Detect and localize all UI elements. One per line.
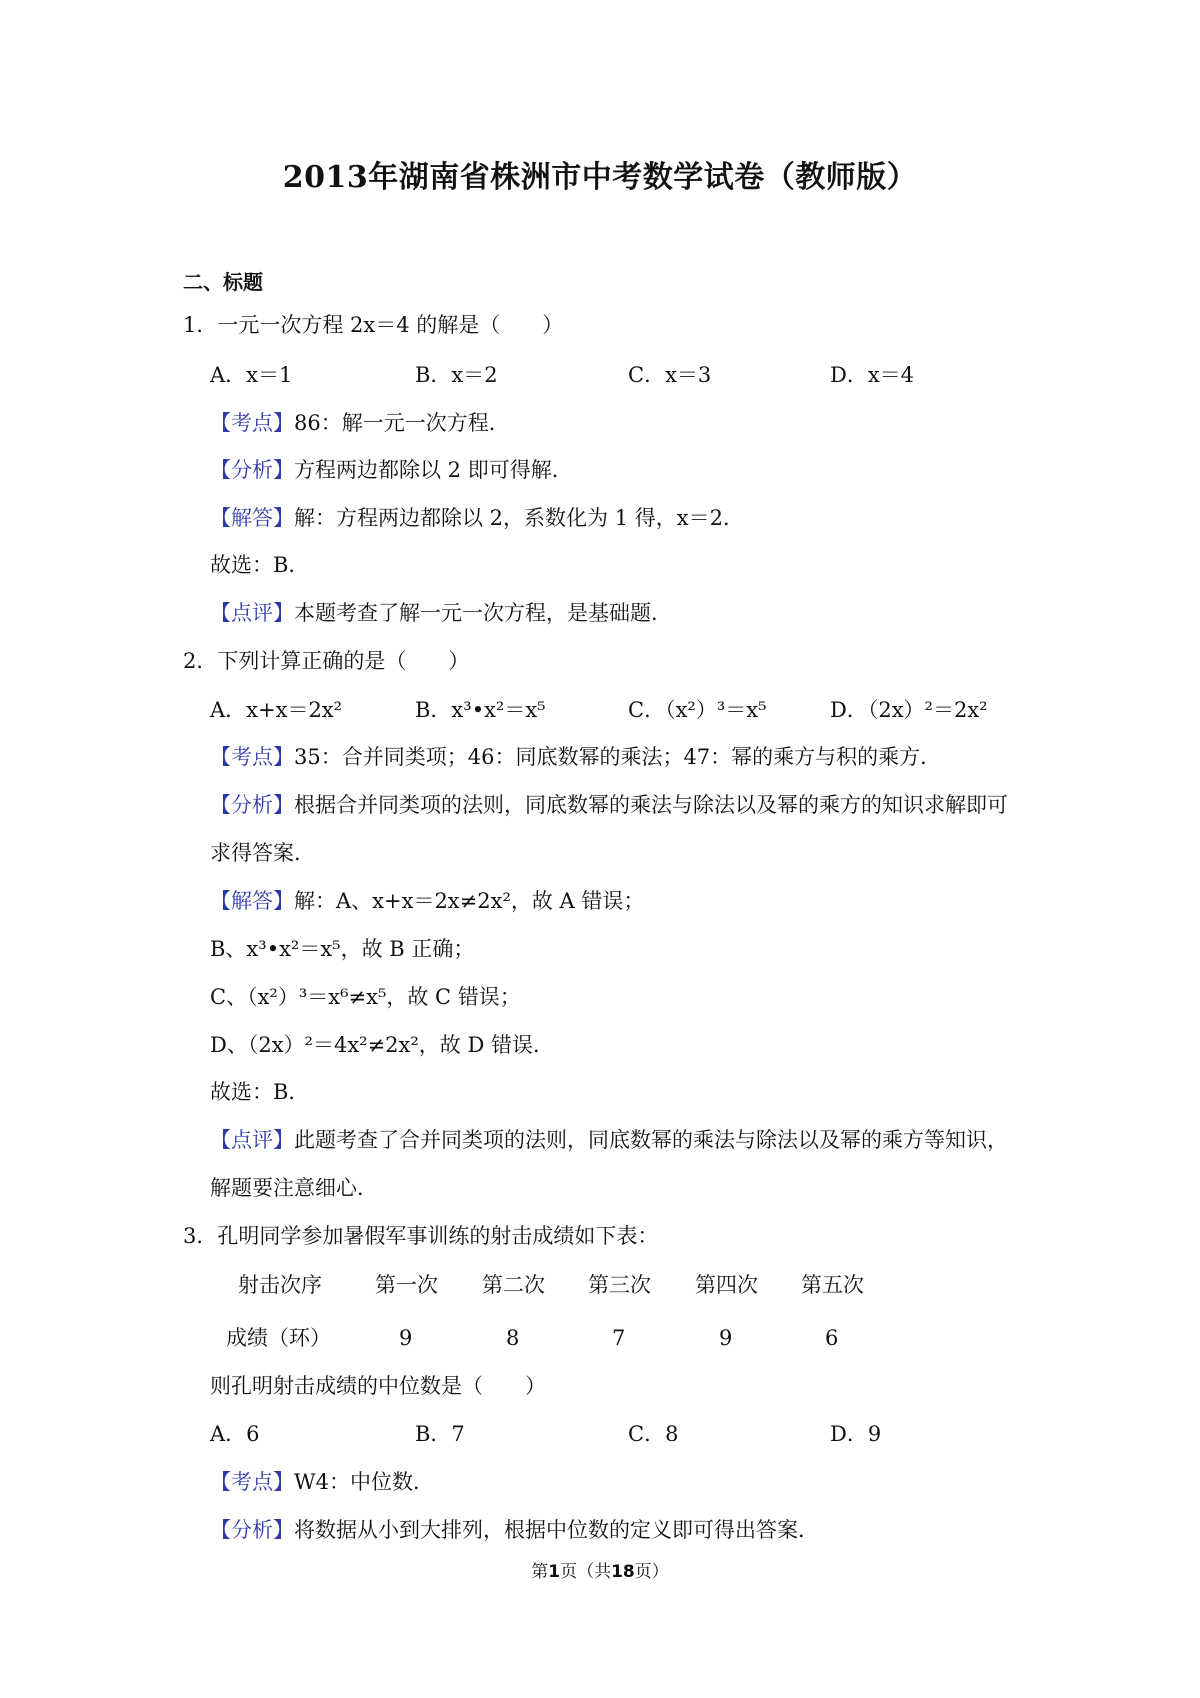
q3-question: 则孔明射击成绩的中位数是（ ） bbox=[210, 1374, 546, 1398]
q1-fenxi-text: 方程两边都除以 2 即可得解． bbox=[294, 458, 573, 482]
dianping-tag: 【点评】 bbox=[210, 1128, 294, 1152]
table-cell: 7 bbox=[612, 1326, 626, 1350]
fenxi-tag: 【分析】 bbox=[210, 458, 294, 482]
q3-stem: 3．孔明同学参加暑假军事训练的射击成绩如下表： bbox=[183, 1224, 659, 1248]
q2-jieda-a: 解：A、x+x＝2x≠2x²，故 A 错误； bbox=[294, 889, 645, 913]
page-number: 1 bbox=[548, 1562, 561, 1582]
q1-stem-text: 1．一元一次方程 2x＝4 的解是（ ） bbox=[183, 313, 564, 337]
q2-jieda bbox=[210, 886, 644, 916]
table-cell: 9 bbox=[719, 1326, 733, 1350]
q1-jieda bbox=[210, 503, 744, 533]
q3-fenxi bbox=[210, 1515, 819, 1545]
fenxi-tag: 【分析】 bbox=[210, 1518, 294, 1542]
q1-jieda-text: 解：方程两边都除以 2，系数化为 1 得，x＝2． bbox=[294, 506, 744, 530]
q2-guxuan: 故选：B． bbox=[210, 1080, 310, 1104]
q2-dianping bbox=[210, 1125, 1008, 1155]
table-cell: 9 bbox=[399, 1326, 413, 1350]
q1-guxuan: 故选：B． bbox=[210, 553, 310, 577]
q2-kaodian bbox=[210, 742, 941, 772]
q2-kaodian-text: 35：合并同类项；46：同底数幂的乘法；47：幂的乘方与积的乘方． bbox=[294, 745, 942, 769]
q2-stem: 2．下列计算正确的是（ ） bbox=[183, 649, 470, 673]
q1-kaodian-text: 86：解一元一次方程． bbox=[294, 411, 510, 435]
q2-option-c: C．（x²）³＝x⁵ bbox=[628, 698, 767, 722]
fenxi-tag: 【分析】 bbox=[210, 793, 294, 817]
q2-option-a: A．x+x＝2x² bbox=[210, 698, 343, 722]
q3-fenxi-text: 将数据从小到大排列，根据中位数的定义即可得出答案． bbox=[294, 1518, 819, 1542]
q1-fenxi bbox=[210, 455, 573, 485]
table-row-label: 成绩（环） bbox=[226, 1326, 331, 1350]
q3-option-a: A．6 bbox=[210, 1422, 260, 1446]
q2-dianping-text-1: 此题考查了合并同类项的法则，同底数幂的乘法与除法以及幂的乘方等知识， bbox=[294, 1128, 1008, 1152]
q1-option-b: B．x＝2 bbox=[415, 363, 498, 387]
q3-option-d: D．9 bbox=[830, 1422, 882, 1446]
dianping-tag: 【点评】 bbox=[210, 601, 294, 625]
kaodian-tag: 【考点】 bbox=[210, 1470, 294, 1494]
kaodian-tag: 【考点】 bbox=[210, 745, 294, 769]
table-header-cell: 第五次 bbox=[801, 1273, 864, 1297]
q2-fenxi-text-1: 根据合并同类项的法则，同底数幂的乘法与除法以及幂的乘方的知识求解即可 bbox=[294, 793, 1008, 817]
q1-option-c: C．x＝3 bbox=[628, 363, 712, 387]
table-cell: 8 bbox=[506, 1326, 520, 1350]
q1-stem bbox=[183, 310, 563, 340]
q2-fenxi-cont: 求得答案． bbox=[210, 841, 315, 865]
jieda-tag: 【解答】 bbox=[210, 889, 294, 913]
table-header-cell: 第二次 bbox=[482, 1273, 545, 1297]
q2-jieda-c: C、（x²）³＝x⁶≠x⁵，故 C 错误； bbox=[210, 985, 521, 1009]
table-header-cell: 第三次 bbox=[588, 1273, 651, 1297]
page-footer: 第1页（共18页） bbox=[531, 1562, 669, 1582]
q1-dianping bbox=[210, 598, 672, 628]
q2-option-b: B．x³•x²＝x⁵ bbox=[415, 698, 546, 722]
q2-jieda-d: D、（2x）²＝4x²≠2x²，故 D 错误． bbox=[210, 1033, 554, 1057]
q1-kaodian bbox=[210, 408, 510, 438]
q3-kaodian bbox=[210, 1467, 434, 1497]
q1-option-a: A．x＝1 bbox=[210, 363, 293, 387]
q2-option-d: D．（2x）²＝2x² bbox=[830, 698, 988, 722]
q3-option-c: C．8 bbox=[628, 1422, 679, 1446]
kaodian-tag: 【考点】 bbox=[210, 411, 294, 435]
q1-dianping-text: 本题考查了解一元一次方程，是基础题． bbox=[294, 601, 672, 625]
table-header-cell: 第一次 bbox=[375, 1273, 438, 1297]
section-heading: 二、标题 bbox=[183, 270, 263, 294]
q2-dianping-cont: 解题要注意细心． bbox=[210, 1176, 378, 1200]
q1-option-d: D．x＝4 bbox=[830, 363, 915, 387]
q3-kaodian-text: W4：中位数． bbox=[294, 1470, 434, 1494]
jieda-tag: 【解答】 bbox=[210, 506, 294, 530]
q2-fenxi bbox=[210, 790, 1008, 820]
page-title: 2013年湖南省株洲市中考数学试卷（教师版） bbox=[282, 160, 918, 195]
q3-option-b: B．7 bbox=[415, 1422, 465, 1446]
table-cell: 6 bbox=[825, 1326, 839, 1350]
q2-jieda-b: B、x³•x²＝x⁵，故 B 正确； bbox=[210, 937, 475, 961]
table-header-cell: 射击次序 bbox=[238, 1273, 322, 1297]
total-pages: 18 bbox=[611, 1562, 635, 1582]
table-header-cell: 第四次 bbox=[695, 1273, 758, 1297]
